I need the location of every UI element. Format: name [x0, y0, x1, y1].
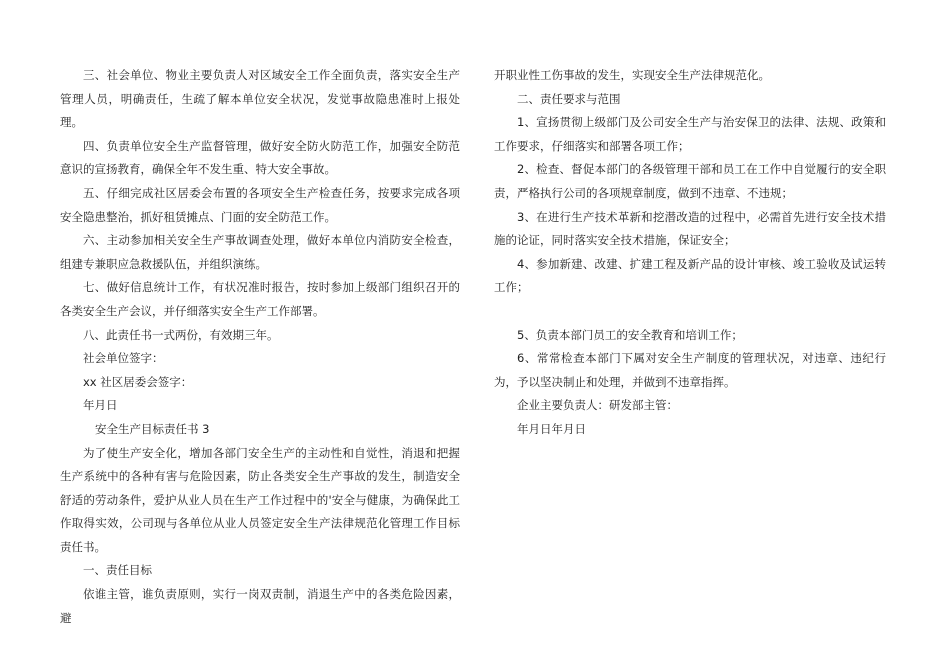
blank-line: [494, 300, 886, 324]
paragraph-item-3: 三、社会单位、物业主要负责人对区域安全工作全面负责，落实安全生产管理人员，明确责任，生疏了解本单位安全状况，发觉事故隐患准时上报处理。: [60, 68, 460, 130]
right-column: [494, 64, 886, 442]
committee-signature: xx 社区居委会签字：: [83, 374, 193, 389]
date-line-right: 年月日年月日: [517, 421, 586, 436]
section-title: 安全生产目标责任书 3: [95, 421, 210, 436]
requirement-item-5: 5、负责本部门员工的安全教育和培训工作；: [517, 327, 743, 342]
date-line: 年月日: [83, 398, 118, 413]
paragraph-item-7: 七、做好信息统计工作，有状况准时报告，按时参加上级部门组织召开的各类安全生产会议，并仔细落实安全生产工作部署。: [60, 280, 460, 318]
paragraph-item-8: 八、此责任书一式两份，有效期三年。: [83, 327, 279, 342]
intro-paragraph: 为了使生产安全化，增加各部门安全生产的主动性和自觉性，消退和把握生产系统中的各种有害与危险因素，防止各类安全生产事故的发生，制造安全舒适的劳动条件，爱护从业人员在生产工作过程中的'安全与健康，为确保此工作取得实效，公司现与各单位从业人员签定安全生产法律规范化管理工作目标责任书。: [60, 445, 460, 554]
paragraph-item-5: 五、仔细完成社区居委会布置的各项安全生产检查任务，按要求完成各项安全隐患整治，抓好租赁摊点、门面的安全防范工作。: [60, 185, 460, 224]
paragraph-item-6: 六、主动参加相关安全生产事故调查处理，做好本单位内消防安全检查，组建专兼职应急救援队伍，并组织演练。: [60, 233, 460, 271]
left-column: [60, 64, 460, 630]
heading-requirements-scope: 二、责任要求与范围: [517, 91, 621, 106]
requirement-item-6: 6、常常检查本部门下属对安全生产制度的管理状况，对违章、违纪行为，予以坚决制止和处理，并做到不违章指挥。: [494, 351, 886, 389]
requirement-item-1: 1、宣扬贯彻上级部门及公司安全生产与治安保卫的法律、法规、政策和工作要求，仔细落实和部署各项工作；: [494, 115, 886, 153]
social-unit-signature: 社会单位签字：: [83, 351, 164, 366]
goal-paragraph: 依谁主管，谁负责原则，实行一岗双责制，消退生产中的各类危险因素，避: [60, 587, 460, 625]
heading-responsibility-goal: 一、责任目标: [83, 563, 152, 578]
requirement-item-4: 4、参加新建、改建、扩建工程及新产品的设计审核、竣工验收及试运转工作；: [494, 256, 886, 295]
paragraph-item-4: 四、负责单位安全生产监督管理，做好安全防火防范工作，加强安全防范意识的宣扬教育，确保全年不发生重、特大安全事故。: [60, 138, 460, 177]
requirement-item-3: 3、在进行生产技术革新和挖潜改造的过程中，必需首先进行安全技术措施的论证，同时落实安全技术措施，保证安全；: [494, 209, 886, 248]
goal-paragraph-continued: 开职业性工伤事故的发生，实现安全生产法律规范化。: [494, 68, 770, 82]
signature-line: 企业主要负责人：研发部主管：: [517, 398, 678, 413]
requirement-item-2: 2、检查、督促本部门的各级管理干部和员工在工作中自觉履行的安全职责，严格执行公司的各项规章制度，做到不违章、不违规；: [494, 162, 886, 200]
